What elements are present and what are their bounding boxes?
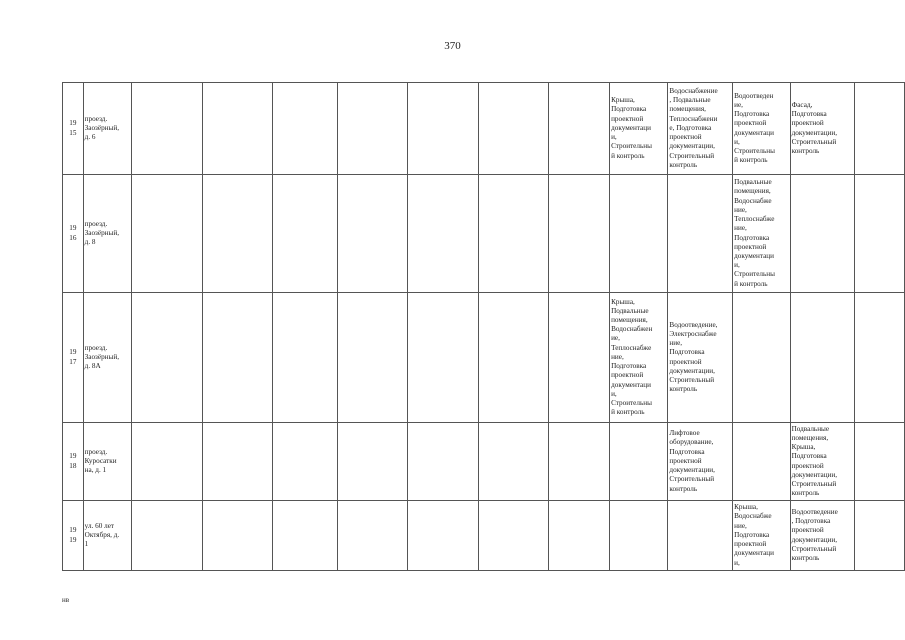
works-cell: Водоотведен ие, Подготовка проектной документаци и, Строительны й контроль [733, 83, 790, 175]
empty-cell [478, 175, 549, 293]
empty-cell [855, 501, 905, 571]
works-cell: Крыша, Подготовка проектной документаци и, Строительны й контроль [610, 83, 668, 175]
works-cell [668, 501, 733, 571]
empty-cell [131, 293, 202, 423]
empty-cell [408, 175, 479, 293]
row-address: ул. 60 лет Октября, д. 1 [83, 501, 131, 571]
table-row [63, 83, 905, 175]
works-cell: Подвальные помещения, Водоснабже ние, Теплоснабже ние, Подготовка проектной документаци и, Строительны й контроль [733, 175, 790, 293]
works-cell: Крыша, Водоснабже ние, Подготовка проектной документаци и, [733, 501, 790, 571]
empty-cell [549, 175, 610, 293]
footer-mark: нв [62, 596, 70, 604]
row-number: 19 15 [63, 83, 84, 175]
empty-cell [855, 423, 905, 501]
empty-cell [131, 423, 202, 501]
empty-cell [337, 175, 408, 293]
works-cell [610, 423, 668, 501]
row-number: 19 18 [63, 423, 84, 501]
row-address: проезд. Заозёрный, д. 8 [83, 175, 131, 293]
empty-cell [478, 423, 549, 501]
works-cell: Водоснабжение , Подвальные помещения, Теплоснабжени е, Подготовка проектной документации, Строительный контроль [668, 83, 733, 175]
works-cell [668, 175, 733, 293]
works-cell [733, 293, 790, 423]
page-number: 370 [444, 40, 461, 52]
empty-cell [337, 83, 408, 175]
empty-cell [273, 423, 337, 501]
works-cell: Фасад, Подготовка проектной документации, Строительный контроль [790, 83, 855, 175]
empty-cell [408, 423, 479, 501]
empty-cell [273, 501, 337, 571]
empty-cell [337, 501, 408, 571]
empty-cell [549, 423, 610, 501]
empty-cell [549, 501, 610, 571]
works-cell: Водоотведение , Подготовка проектной документации, Строительный контроль [790, 501, 855, 571]
empty-cell [273, 83, 337, 175]
empty-cell [273, 293, 337, 423]
empty-cell [337, 293, 408, 423]
table-row [63, 501, 905, 571]
works-cell [790, 175, 855, 293]
row-number: 19 17 [63, 293, 84, 423]
table-row [63, 293, 905, 423]
repair-schedule-table [62, 82, 905, 571]
works-cell [790, 293, 855, 423]
works-cell: Лифтовое оборудование, Подготовка проектной документации, Строительный контроль [668, 423, 733, 501]
empty-cell [202, 83, 273, 175]
empty-cell [478, 293, 549, 423]
works-cell [733, 423, 790, 501]
empty-cell [549, 83, 610, 175]
row-address: проезд. Заозёрный, д. 6 [83, 83, 131, 175]
empty-cell [273, 175, 337, 293]
works-cell: Подвальные помещения, Крыша, Подготовка проектной документации, Строительный контроль [790, 423, 855, 501]
row-address: проезд. Заозёрный, д. 8А [83, 293, 131, 423]
empty-cell [478, 501, 549, 571]
row-address: проезд. Куросатки на, д. 1 [83, 423, 131, 501]
empty-cell [408, 83, 479, 175]
empty-cell [202, 175, 273, 293]
row-number: 19 19 [63, 501, 84, 571]
empty-cell [855, 83, 905, 175]
empty-cell [131, 83, 202, 175]
empty-cell [549, 293, 610, 423]
table-row [63, 175, 905, 293]
empty-cell [478, 83, 549, 175]
empty-cell [408, 293, 479, 423]
empty-cell [337, 423, 408, 501]
empty-cell [202, 423, 273, 501]
table-row [63, 423, 905, 501]
works-cell [610, 501, 668, 571]
empty-cell [202, 293, 273, 423]
empty-cell [131, 175, 202, 293]
works-cell: Крыша, Подвальные помещения, Водоснабжен ие, Теплоснабже ние, Подготовка проектной документаци и, Строительны й контроль [610, 293, 668, 423]
empty-cell [202, 501, 273, 571]
empty-cell [855, 293, 905, 423]
empty-cell [855, 175, 905, 293]
empty-cell [408, 501, 479, 571]
works-cell: Водоотведение, Электроснабже ние, Подготовка проектной документации, Строительный контроль [668, 293, 733, 423]
row-number: 19 16 [63, 175, 84, 293]
works-cell [610, 175, 668, 293]
empty-cell [131, 501, 202, 571]
